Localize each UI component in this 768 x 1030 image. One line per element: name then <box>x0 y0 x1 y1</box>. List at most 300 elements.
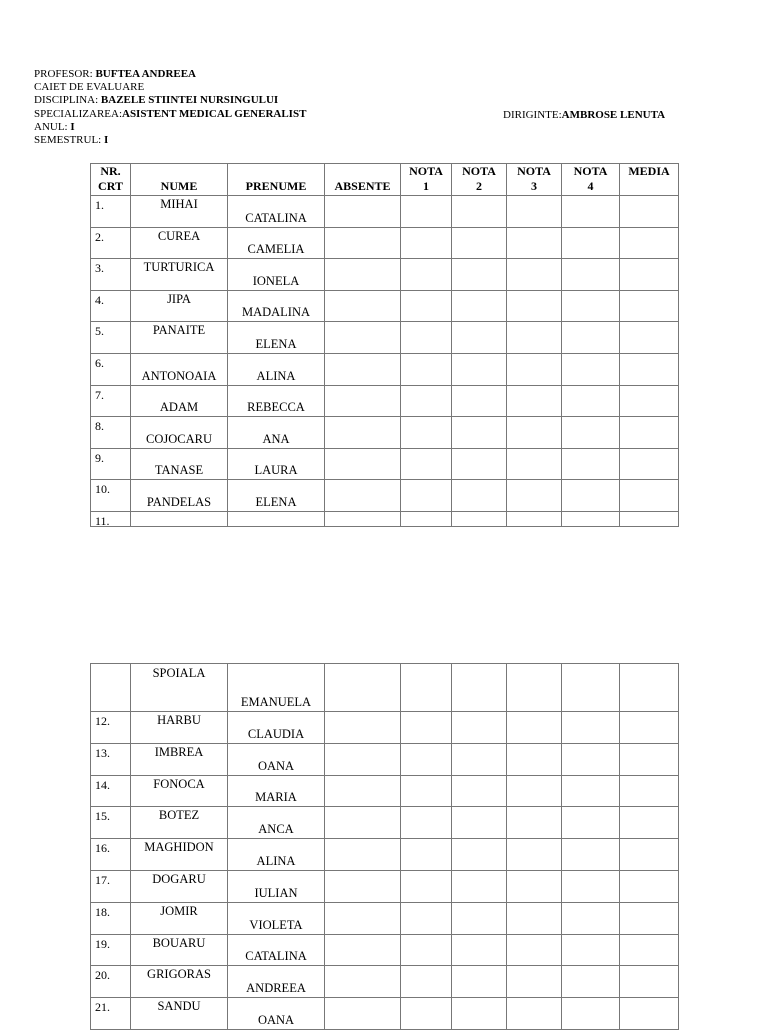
nota-2-cell[interactable] <box>452 511 507 526</box>
nota-1-cell[interactable] <box>401 902 452 934</box>
student-first-name: MADALINA <box>241 305 311 320</box>
media-cell[interactable] <box>620 743 679 775</box>
table-row <box>91 511 679 526</box>
anul-value: I <box>70 120 75 133</box>
table-row <box>91 664 679 712</box>
nota-2-cell[interactable] <box>452 196 507 228</box>
nr-cell <box>91 448 131 480</box>
nume-cell <box>131 775 228 807</box>
row-number: 1. <box>95 198 104 212</box>
nota-1-cell[interactable] <box>401 712 452 744</box>
media-cell[interactable] <box>620 902 679 934</box>
table-row <box>91 775 679 807</box>
table-row <box>91 998 679 1030</box>
media-cell[interactable] <box>620 775 679 807</box>
profesor-line <box>34 68 306 81</box>
nr-cell <box>91 353 131 385</box>
nota-4-cell[interactable] <box>562 290 620 322</box>
nota-2-cell[interactable] <box>452 870 507 902</box>
nota-4-cell[interactable] <box>562 480 620 512</box>
column-header-nume: NUME <box>131 164 228 196</box>
nota-2-cell[interactable] <box>452 839 507 871</box>
nota-3-cell[interactable] <box>507 775 562 807</box>
prenume-cell <box>228 322 325 354</box>
nota-1-cell[interactable] <box>401 664 452 712</box>
prenume-cell <box>228 664 325 712</box>
nota-4-cell[interactable] <box>562 511 620 526</box>
nota-3-cell[interactable] <box>507 934 562 966</box>
row-number: 4. <box>95 292 104 307</box>
nota-4-cell[interactable] <box>562 839 620 871</box>
column-header-nota-3: NOTA 3 <box>507 164 562 196</box>
nota-1-cell[interactable] <box>401 807 452 839</box>
student-first-name: ELENA <box>255 494 297 509</box>
nume-cell <box>131 353 228 385</box>
absente-cell[interactable] <box>325 448 401 480</box>
nr-cell <box>91 870 131 902</box>
row-number: 12. <box>95 714 110 728</box>
nota-1-cell[interactable] <box>401 870 452 902</box>
nota-4-cell[interactable] <box>562 775 620 807</box>
student-last-name: BOTEZ <box>158 808 200 823</box>
row-number: 11. <box>95 513 110 528</box>
table-row <box>91 227 679 259</box>
nota-3-cell[interactable] <box>507 448 562 480</box>
table-row <box>91 448 679 480</box>
nota-2-cell[interactable] <box>452 290 507 322</box>
table-row <box>91 870 679 902</box>
nota-3-cell[interactable] <box>507 511 562 526</box>
row-number: 17. <box>95 872 110 887</box>
nume-cell <box>131 807 228 839</box>
nota-4-cell[interactable] <box>562 966 620 998</box>
student-last-name: ADAM <box>159 400 199 415</box>
student-last-name: FONOCA <box>153 776 205 791</box>
nota-1-cell[interactable] <box>401 353 452 385</box>
nume-cell <box>131 227 228 259</box>
nota-4-cell[interactable] <box>562 417 620 449</box>
nota-2-cell[interactable] <box>452 743 507 775</box>
student-first-name: MARIA <box>255 790 297 805</box>
student-first-name: REBECCA <box>247 400 305 415</box>
nota-3-cell[interactable] <box>507 870 562 902</box>
nota-2-cell[interactable] <box>452 966 507 998</box>
media-cell[interactable] <box>620 385 679 417</box>
nota-4-cell[interactable] <box>562 998 620 1030</box>
media-cell[interactable] <box>620 839 679 871</box>
nota-1-cell[interactable] <box>401 259 452 291</box>
nume-cell <box>131 712 228 744</box>
student-last-name: COJOCARU <box>146 431 212 446</box>
nota-1-cell[interactable] <box>401 839 452 871</box>
nota-4-cell[interactable] <box>562 664 620 712</box>
nota-2-cell[interactable] <box>452 227 507 259</box>
semestrul-label: SEMESTRUL: <box>34 134 102 147</box>
prenume-cell <box>228 902 325 934</box>
student-first-name: ANDREEA <box>246 981 306 996</box>
row-number: 9. <box>95 450 104 465</box>
nr-cell <box>91 902 131 934</box>
profesor-value: BUFTEA ANDREEA <box>95 68 196 80</box>
nota-4-cell[interactable] <box>562 196 620 228</box>
absente-cell[interactable] <box>325 259 401 291</box>
absente-cell[interactable] <box>325 870 401 902</box>
nota-1-cell[interactable] <box>401 743 452 775</box>
nume-cell <box>131 385 228 417</box>
specializarea-label: SPECIALIZAREA: <box>34 107 122 120</box>
absente-cell[interactable] <box>325 322 401 354</box>
nota-1-cell[interactable] <box>401 290 452 322</box>
nota-4-cell[interactable] <box>562 385 620 417</box>
nota-1-cell[interactable] <box>401 998 452 1030</box>
table-row <box>91 934 679 966</box>
nota-1-cell[interactable] <box>401 448 452 480</box>
absente-cell[interactable] <box>325 934 401 966</box>
row-number: 13. <box>95 745 110 760</box>
nume-cell <box>131 480 228 512</box>
row-number: 8. <box>95 419 104 434</box>
student-first-name: VIOLETA <box>249 917 303 932</box>
student-first-name: ELENA <box>255 336 297 351</box>
student-last-name: HARBU <box>157 713 201 727</box>
profesor-label: PROFESOR: <box>34 68 93 80</box>
nota-3-cell[interactable] <box>507 417 562 449</box>
media-cell[interactable] <box>620 511 679 526</box>
media-cell[interactable] <box>620 417 679 449</box>
nota-4-cell[interactable] <box>562 870 620 902</box>
table-row <box>91 807 679 839</box>
student-first-name: CLAUDIA <box>247 726 305 741</box>
nota-2-cell[interactable] <box>452 807 507 839</box>
column-header-nr-crt: NR. CRT <box>91 164 131 196</box>
document-header <box>34 68 306 147</box>
absente-cell[interactable] <box>325 775 401 807</box>
nota-1-cell[interactable] <box>401 196 452 228</box>
nume-cell <box>131 196 228 228</box>
absente-cell[interactable] <box>325 998 401 1030</box>
nota-4-cell[interactable] <box>562 322 620 354</box>
nota-2-cell[interactable] <box>452 934 507 966</box>
prenume-cell <box>228 511 325 526</box>
table-row <box>91 353 679 385</box>
table-row <box>91 259 679 291</box>
nr-cell <box>91 998 131 1030</box>
nr-cell <box>91 966 131 998</box>
prenume-cell <box>228 227 325 259</box>
specializarea-value: ASISTENT MEDICAL GENERALIST <box>122 107 307 120</box>
prenume-cell <box>228 934 325 966</box>
nume-cell <box>131 998 228 1030</box>
student-last-name: BOUARU <box>152 935 206 950</box>
nota-1-cell[interactable] <box>401 385 452 417</box>
absente-cell[interactable] <box>325 807 401 839</box>
nota-3-cell[interactable] <box>507 743 562 775</box>
row-number: 3. <box>95 261 104 276</box>
nota-4-cell[interactable] <box>562 227 620 259</box>
media-cell[interactable] <box>620 480 679 512</box>
nota-1-cell[interactable] <box>401 227 452 259</box>
nota-3-cell[interactable] <box>507 807 562 839</box>
nr-cell <box>91 712 131 744</box>
nota-2-cell[interactable] <box>452 664 507 712</box>
nota-3-cell[interactable] <box>507 196 562 228</box>
anul-label: ANUL: <box>34 120 68 133</box>
table-row <box>91 712 679 744</box>
nr-cell <box>91 839 131 871</box>
semestrul-value: I <box>103 134 109 147</box>
student-first-name: CATALINA <box>245 949 307 964</box>
nr-cell <box>91 227 131 259</box>
nota-4-cell[interactable] <box>562 712 620 744</box>
column-header-absente: ABSENTE <box>325 164 401 196</box>
nr-cell <box>91 290 131 322</box>
nume-cell <box>131 290 228 322</box>
student-first-name: OANA <box>257 1012 295 1027</box>
media-cell[interactable] <box>620 712 679 744</box>
absente-cell[interactable] <box>325 196 401 228</box>
nota-2-cell[interactable] <box>452 902 507 934</box>
nr-cell <box>91 934 131 966</box>
student-last-name: JOMIR <box>160 903 198 918</box>
prenume-cell <box>228 196 325 228</box>
student-last-name: TURTURICA <box>143 260 215 275</box>
media-cell[interactable] <box>620 934 679 966</box>
nota-3-cell[interactable] <box>507 227 562 259</box>
nota-3-cell[interactable] <box>507 902 562 934</box>
semestrul-line <box>34 134 306 147</box>
nume-cell <box>131 511 228 526</box>
row-number: 20. <box>95 968 110 983</box>
disciplina-value: BAZELE STIINTEI NURSINGULUI <box>100 94 279 107</box>
nota-4-cell[interactable] <box>562 448 620 480</box>
nota-2-cell[interactable] <box>452 259 507 291</box>
media-cell[interactable] <box>620 322 679 354</box>
nr-cell <box>91 664 131 712</box>
table-row <box>91 480 679 512</box>
absente-cell[interactable] <box>325 966 401 998</box>
media-cell[interactable] <box>620 290 679 322</box>
nota-2-cell[interactable] <box>452 322 507 354</box>
grades-table-page-1 <box>90 163 679 527</box>
nr-cell <box>91 385 131 417</box>
nota-2-cell[interactable] <box>452 998 507 1030</box>
absente-cell[interactable] <box>325 511 401 526</box>
row-number: 14. <box>95 777 110 792</box>
nota-3-cell[interactable] <box>507 480 562 512</box>
row-number: 16. <box>95 841 110 856</box>
nota-1-cell[interactable] <box>401 480 452 512</box>
nume-cell <box>131 417 228 449</box>
nume-cell <box>131 448 228 480</box>
student-last-name: CUREA <box>157 228 201 243</box>
media-cell[interactable] <box>620 807 679 839</box>
diriginte-line <box>503 109 665 122</box>
table-row <box>91 417 679 449</box>
table-header-row <box>91 164 679 196</box>
prenume-cell <box>228 966 325 998</box>
column-header-nota-1: NOTA 1 <box>401 164 452 196</box>
nota-2-cell[interactable] <box>452 417 507 449</box>
nume-cell <box>131 743 228 775</box>
media-cell[interactable] <box>620 448 679 480</box>
prenume-cell <box>228 743 325 775</box>
student-last-name: PANAITE <box>152 323 206 338</box>
student-first-name: IULIAN <box>254 885 298 900</box>
nr-cell <box>91 417 131 449</box>
absente-cell[interactable] <box>325 743 401 775</box>
prenume-cell <box>228 775 325 807</box>
nota-1-cell[interactable] <box>401 322 452 354</box>
diriginte-value: AMBROSE LENUTA <box>561 109 666 121</box>
prenume-cell <box>228 417 325 449</box>
absente-cell[interactable] <box>325 385 401 417</box>
caiet-title: CAIET DE EVALUARE <box>34 81 145 94</box>
nota-4-cell[interactable] <box>562 743 620 775</box>
nume-cell <box>131 870 228 902</box>
nr-cell <box>91 480 131 512</box>
disciplina-label: DISCIPLINA: <box>34 94 99 107</box>
nota-3-cell[interactable] <box>507 712 562 744</box>
row-number: 5. <box>95 324 104 339</box>
nota-3-cell[interactable] <box>507 839 562 871</box>
student-last-name: MIHAI <box>160 197 198 211</box>
student-last-name: IMBREA <box>154 744 204 759</box>
row-number: 21. <box>95 1000 110 1015</box>
row-number: 15. <box>95 809 110 824</box>
student-first-name: OANA <box>257 758 295 773</box>
row-number: 2. <box>95 229 104 244</box>
nota-2-cell[interactable] <box>452 712 507 744</box>
nota-4-cell[interactable] <box>562 259 620 291</box>
nota-2-cell[interactable] <box>452 385 507 417</box>
nota-4-cell[interactable] <box>562 902 620 934</box>
row-number: 6. <box>95 355 104 370</box>
media-cell[interactable] <box>620 664 679 712</box>
table-row <box>91 322 679 354</box>
absente-cell[interactable] <box>325 353 401 385</box>
media-cell[interactable] <box>620 353 679 385</box>
student-last-name: JIPA <box>167 291 191 306</box>
nota-4-cell[interactable] <box>562 353 620 385</box>
nume-cell <box>131 934 228 966</box>
nota-1-cell[interactable] <box>401 966 452 998</box>
prenume-cell <box>228 870 325 902</box>
nr-cell <box>91 259 131 291</box>
nr-cell <box>91 322 131 354</box>
nume-cell <box>131 259 228 291</box>
prenume-cell <box>228 353 325 385</box>
nota-1-cell[interactable] <box>401 775 452 807</box>
nota-1-cell[interactable] <box>401 934 452 966</box>
prenume-cell <box>228 259 325 291</box>
student-first-name: ANA <box>262 431 290 446</box>
media-cell[interactable] <box>620 196 679 228</box>
nr-cell <box>91 775 131 807</box>
absente-cell[interactable] <box>325 839 401 871</box>
prenume-cell <box>228 448 325 480</box>
table-row <box>91 966 679 998</box>
row-number: 19. <box>95 936 110 951</box>
absente-cell[interactable] <box>325 712 401 744</box>
nr-cell <box>91 807 131 839</box>
student-last-name: PANDELAS <box>146 494 212 509</box>
absente-cell[interactable] <box>325 664 401 712</box>
nota-2-cell[interactable] <box>452 775 507 807</box>
diriginte-label: DIRIGINTE: <box>503 109 562 121</box>
nota-3-cell[interactable] <box>507 385 562 417</box>
table-row <box>91 290 679 322</box>
student-last-name: MAGHIDON <box>144 840 214 855</box>
table-row <box>91 196 679 228</box>
nota-3-cell[interactable] <box>507 353 562 385</box>
nume-cell <box>131 902 228 934</box>
column-header-prenume: PRENUME <box>228 164 325 196</box>
nota-1-cell[interactable] <box>401 417 452 449</box>
student-first-name: CATALINA <box>245 210 307 225</box>
nota-4-cell[interactable] <box>562 807 620 839</box>
row-number: 10. <box>95 482 110 497</box>
student-last-name: SANDU <box>157 999 201 1014</box>
media-cell[interactable] <box>620 259 679 291</box>
specializarea-line <box>34 108 306 121</box>
prenume-cell <box>228 480 325 512</box>
nume-cell <box>131 966 228 998</box>
student-last-name: GRIGORAS <box>147 967 211 982</box>
absente-cell[interactable] <box>325 417 401 449</box>
nr-cell <box>91 511 131 526</box>
nota-3-cell[interactable] <box>507 998 562 1030</box>
media-cell[interactable] <box>620 870 679 902</box>
prenume-cell <box>228 998 325 1030</box>
nota-3-cell[interactable] <box>507 259 562 291</box>
prenume-cell <box>228 839 325 871</box>
table-row <box>91 743 679 775</box>
nota-2-cell[interactable] <box>452 480 507 512</box>
student-last-name: ANTONOAIA <box>141 368 217 383</box>
media-cell[interactable] <box>620 998 679 1030</box>
nota-3-cell[interactable] <box>507 290 562 322</box>
row-number: 7. <box>95 387 104 402</box>
media-cell[interactable] <box>620 227 679 259</box>
anul-line <box>34 121 306 134</box>
student-first-name: EMANUELA <box>240 695 312 709</box>
student-first-name: CAMELIA <box>247 242 305 257</box>
table-row <box>91 902 679 934</box>
nr-cell <box>91 743 131 775</box>
prenume-cell <box>228 385 325 417</box>
nota-2-cell[interactable] <box>452 353 507 385</box>
student-first-name: ANCA <box>258 822 294 837</box>
student-first-name: IONELA <box>252 273 300 288</box>
absente-cell[interactable] <box>325 902 401 934</box>
nota-2-cell[interactable] <box>452 448 507 480</box>
nota-4-cell[interactable] <box>562 934 620 966</box>
column-header-media: MEDIA <box>620 164 679 196</box>
absente-cell[interactable] <box>325 227 401 259</box>
student-first-name: ALINA <box>256 368 296 383</box>
nota-3-cell[interactable] <box>507 966 562 998</box>
student-first-name: LAURA <box>254 463 298 478</box>
nume-cell <box>131 664 228 712</box>
media-cell[interactable] <box>620 966 679 998</box>
nota-3-cell[interactable] <box>507 664 562 712</box>
nota-1-cell[interactable] <box>401 511 452 526</box>
nota-3-cell[interactable] <box>507 322 562 354</box>
disciplina-line <box>34 94 306 107</box>
absente-cell[interactable] <box>325 290 401 322</box>
absente-cell[interactable] <box>325 480 401 512</box>
student-last-name: TANASE <box>154 463 204 478</box>
